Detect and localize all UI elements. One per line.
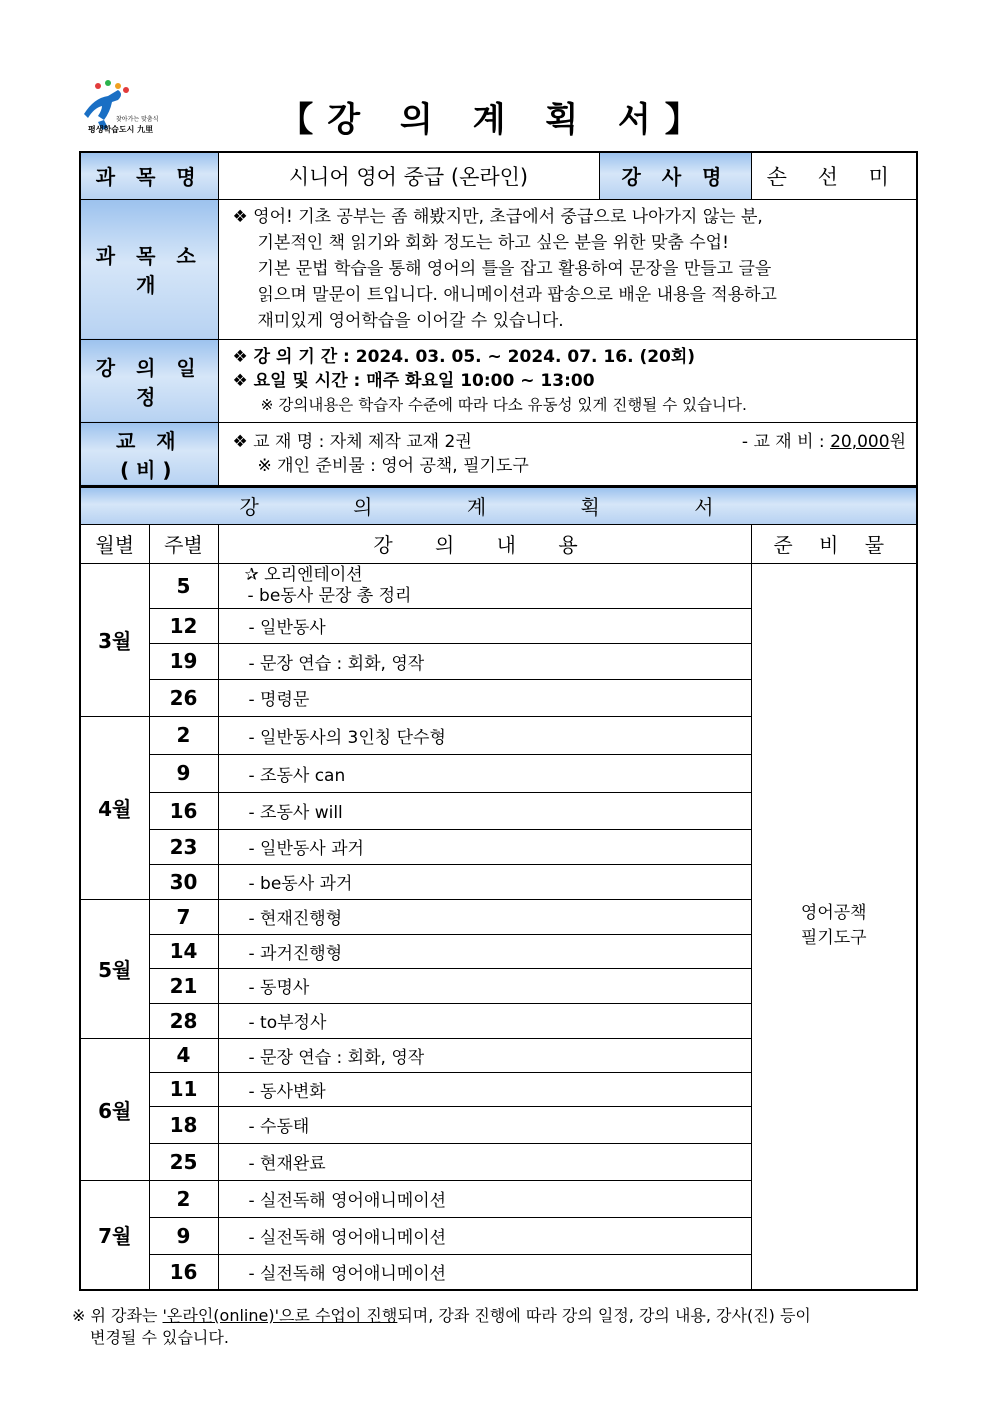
course-info-table xyxy=(79,151,918,487)
month-cell: 5월 xyxy=(80,899,149,1038)
content-cell: - 동사변화 xyxy=(218,1072,751,1106)
bullet-icon: ❖ xyxy=(232,370,248,391)
month-cell: 3월 xyxy=(80,563,149,716)
materials-label: 교 재 (비) xyxy=(80,422,218,486)
week-cell: 5 xyxy=(149,563,218,608)
instructor-value: 손 선 미 xyxy=(751,152,917,199)
week-cell: 4 xyxy=(149,1038,218,1072)
content-cell: - 실전독해 영어애니메이션 xyxy=(218,1180,751,1217)
content-cell: - 문장 연습 : 회화, 영작 xyxy=(218,1038,751,1072)
week-cell: 7 xyxy=(149,899,218,934)
star-icon: ✰ xyxy=(244,564,259,585)
content-cell: - 과거진행형 xyxy=(218,934,751,968)
content-cell: - 조동사 can xyxy=(218,754,751,792)
week-cell: 11 xyxy=(149,1072,218,1106)
week-cell: 9 xyxy=(149,1217,218,1254)
time-label: 요일 및 시간 : xyxy=(253,370,361,391)
intro-line: 영어! 기초 공부는 좀 해봤지만, 초급에서 중급으로 나아가지 않는 분, xyxy=(253,207,763,227)
month-cell: 4월 xyxy=(80,716,149,899)
content-cell: - to부정사 xyxy=(218,1003,751,1038)
col-month: 월별 xyxy=(80,524,149,563)
bullet-icon: ❖ xyxy=(232,346,248,367)
logo-city: 평생학습도시 九里 xyxy=(88,125,154,134)
content-cell: - 현재진행형 xyxy=(218,899,751,934)
content-cell xyxy=(218,563,751,608)
content-cell: - 동명사 xyxy=(218,968,751,1003)
schedule-label: 강 의 일 정 xyxy=(80,339,218,422)
bullet-icon: ❖ xyxy=(232,207,248,227)
content-cell: - 문장 연습 : 회화, 영작 xyxy=(218,643,751,679)
textbook: 교 재 명 : 자체 제작 교재 2권 xyxy=(253,431,472,452)
schedule-note: ※ 강의내용은 학습자 수준에 따라 다소 유동성 있게 진행될 수 있습니다. xyxy=(260,395,747,414)
week-cell: 12 xyxy=(149,608,218,643)
week-cell: 16 xyxy=(149,1254,218,1290)
period-label: 강 의 기 간 : xyxy=(253,346,350,367)
logo-tagline: 찾아가는 맞춤식 xyxy=(116,116,159,123)
content-cell: - 실전독해 영어애니메이션 xyxy=(218,1254,751,1290)
plan-title: 강 의 계 획 서 xyxy=(80,487,917,524)
week-cell: 19 xyxy=(149,643,218,679)
col-content: 강 의 내 용 xyxy=(218,524,751,563)
week-cell: 2 xyxy=(149,1180,218,1217)
personal-materials: ※ 개인 준비물 : 영어 공책, 필기도구 xyxy=(257,455,529,476)
content-cell: - 일반동사의 3인칭 단수형 xyxy=(218,716,751,754)
content-cell: - 명령문 xyxy=(218,679,751,716)
materials-text xyxy=(218,422,917,486)
intro-line: 재미있게 영어학습을 이어갈 수 있습니다. xyxy=(257,311,564,331)
schedule-text xyxy=(218,339,917,422)
week-cell: 18 xyxy=(149,1106,218,1143)
content-cell: - 일반동사 xyxy=(218,608,751,643)
intro-label: 과 목 소 개 xyxy=(80,199,218,339)
content-cell: - 조동사 will xyxy=(218,792,751,829)
footnote-text: 위 강좌는 xyxy=(90,1306,158,1325)
fee-value: 20,000 xyxy=(830,431,890,452)
lecture-plan-table xyxy=(79,486,918,1291)
footnote-text: 되며, 강좌 진행에 따라 강의 일정, 강의 내용, 강사(진) 등이 xyxy=(397,1306,811,1325)
subject-value: 시니어 영어 중급 (온라인) xyxy=(218,152,599,199)
footnote-mark: ※ xyxy=(72,1306,86,1325)
intro-text xyxy=(218,199,917,339)
intro-line: 기본 문법 학습을 통해 영어의 틀을 잡고 활용하여 문장을 만들고 글을 xyxy=(257,259,772,279)
footnote-highlight: '온라인(online)'으로 수업이 진행 xyxy=(162,1306,398,1325)
content-cell: - 일반동사 과거 xyxy=(218,829,751,864)
document-title: 【강 의 계 획 서】 xyxy=(279,100,713,140)
month-cell: 7월 xyxy=(80,1180,149,1290)
week-cell: 23 xyxy=(149,829,218,864)
content-text: 오리엔테이션 xyxy=(264,564,363,585)
prep-line: 필기도구 xyxy=(800,928,867,949)
fee-unit: 원 xyxy=(889,431,906,452)
content-cell: - 수동태 xyxy=(218,1106,751,1143)
prep-cell xyxy=(751,563,917,1290)
content-cell: - 현재완료 xyxy=(218,1143,751,1180)
month-cell: 6월 xyxy=(80,1038,149,1180)
week-cell: 16 xyxy=(149,792,218,829)
intro-line: 읽으며 말문이 트입니다. 애니메이션과 팝송으로 배운 내용을 적용하고 xyxy=(257,285,777,305)
intro-line: 기본적인 책 읽기와 회화 정도는 하고 싶은 분을 위한 맞춤 수업! xyxy=(257,233,729,253)
period-value: 2024. 03. 05. ~ 2024. 07. 16. (20회) xyxy=(355,346,696,367)
content-cell: - 실전독해 영어애니메이션 xyxy=(218,1217,751,1254)
fee-label: - 교 재 비 : xyxy=(741,431,825,452)
instructor-label: 강 사 명 xyxy=(599,152,751,199)
week-cell: 2 xyxy=(149,716,218,754)
subject-label: 과 목 명 xyxy=(80,152,218,199)
week-cell: 25 xyxy=(149,1143,218,1180)
footnote-text: 변경될 수 있습니다. xyxy=(90,1328,229,1347)
week-cell: 9 xyxy=(149,754,218,792)
week-cell: 28 xyxy=(149,1003,218,1038)
time-value: 매주 화요일 10:00 ~ 13:00 xyxy=(366,370,595,391)
col-week: 주별 xyxy=(149,524,218,563)
week-cell: 14 xyxy=(149,934,218,968)
week-cell: 21 xyxy=(149,968,218,1003)
week-cell: 26 xyxy=(149,679,218,716)
col-prep: 준 비 물 xyxy=(751,524,917,563)
bullet-icon: ❖ xyxy=(232,431,248,452)
prep-line: 영어공책 xyxy=(800,903,867,924)
content-text: - be동사 문장 총 정리 xyxy=(247,585,412,606)
week-cell: 30 xyxy=(149,864,218,899)
footnote xyxy=(72,1305,912,1349)
content-cell: - be동사 과거 xyxy=(218,864,751,899)
